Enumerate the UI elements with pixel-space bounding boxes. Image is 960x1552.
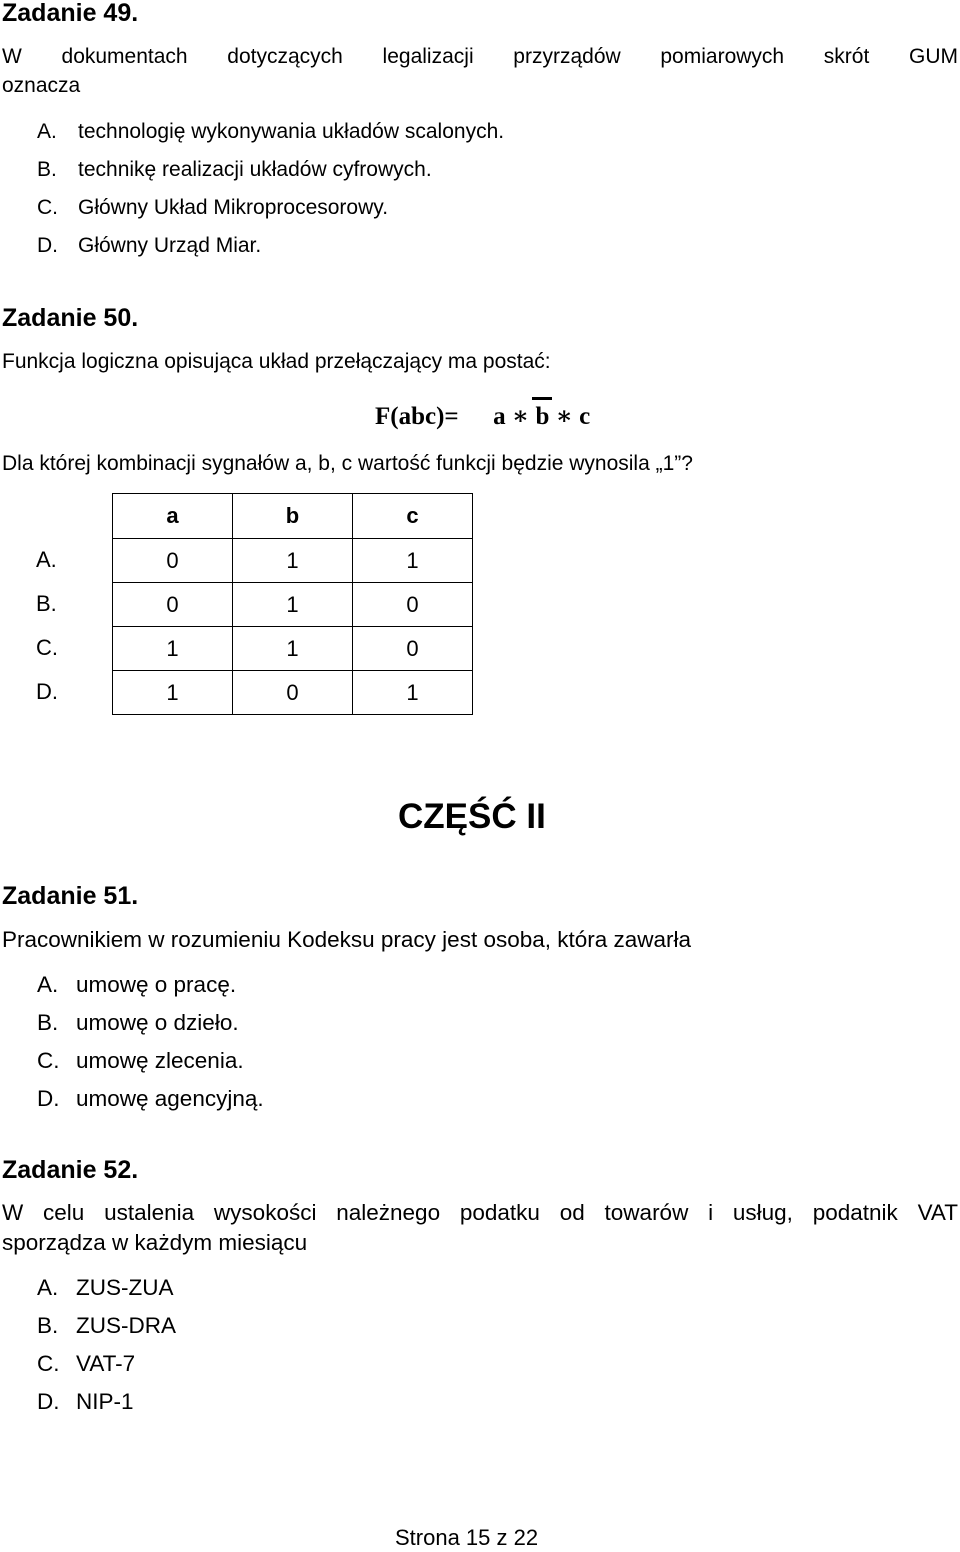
option-letter: A.	[37, 1275, 59, 1300]
table-row	[113, 671, 473, 715]
negation-bar	[532, 397, 552, 400]
table-row-label-a[interactable]: A.	[36, 547, 57, 572]
table-cell: 0	[113, 539, 233, 583]
table-cell: 0	[353, 627, 473, 671]
q51-option-b[interactable]	[37, 1008, 239, 1038]
table-row	[113, 627, 473, 671]
q52-option-b[interactable]	[37, 1311, 176, 1341]
option-text: ZUS-ZUA	[76, 1275, 174, 1300]
q50-title: Zadanie 50.	[2, 304, 139, 332]
part-title: CZĘŚĆ II	[398, 797, 546, 836]
table-cell: 1	[113, 627, 233, 671]
table-header-cell: c	[353, 494, 473, 539]
table-cell: 1	[353, 671, 473, 715]
option-letter: C.	[37, 1048, 60, 1073]
formula-b: b	[535, 403, 550, 430]
option-text: technikę realizacji układów cyfrowych.	[78, 158, 432, 181]
option-letter: D.	[37, 1086, 60, 1111]
q49-option-b[interactable]	[37, 155, 432, 184]
formula-a: a	[493, 403, 506, 430]
option-letter: A.	[37, 972, 59, 997]
option-letter: B.	[37, 1010, 59, 1035]
q51-title: Zadanie 51.	[2, 882, 139, 910]
option-letter: C.	[37, 1351, 60, 1376]
q49-option-c[interactable]	[37, 193, 389, 222]
option-text: NIP-1	[76, 1389, 134, 1414]
option-text: Główny Układ Mikroprocesorowy.	[78, 196, 389, 219]
formula-lhs: F(abc)=	[375, 403, 459, 430]
formula-c: c	[579, 403, 591, 430]
option-letter: B.	[37, 158, 57, 181]
q52-text-line1: W celu ustalenia wysokości należnego podatku od towarów i usług, podatnik VAT	[2, 1200, 958, 1225]
q49-option-a[interactable]	[37, 117, 505, 146]
q52-text-line2: sporządza w każdym miesiącu	[2, 1230, 308, 1255]
table-cell: 1	[353, 539, 473, 583]
option-letter: D.	[37, 234, 58, 257]
table-cell: 1	[233, 539, 353, 583]
option-text: umowę zlecenia.	[76, 1048, 244, 1073]
table-cell: 1	[233, 627, 353, 671]
logic-formula	[375, 400, 590, 434]
table-row	[113, 539, 473, 583]
q52-option-a[interactable]	[37, 1273, 174, 1303]
table-header-row	[113, 494, 473, 539]
page-number-footer: Strona 15 z 22	[395, 1525, 539, 1550]
option-text: ZUS-DRA	[76, 1313, 176, 1338]
option-letter: B.	[37, 1313, 59, 1338]
table-row-label-b[interactable]: B.	[36, 591, 57, 616]
q52-option-c[interactable]	[37, 1349, 136, 1379]
table-cell: 0	[233, 671, 353, 715]
table-header-cell: b	[233, 494, 353, 539]
q52-text	[2, 1198, 958, 1258]
q51-option-a[interactable]	[37, 970, 237, 1000]
q50-text: Funkcja logiczna opisująca układ przełączający ma postać:	[2, 350, 551, 373]
truth-table	[112, 493, 473, 715]
q52-option-d[interactable]	[37, 1387, 134, 1417]
table-cell: 1	[113, 671, 233, 715]
table-row-label-d[interactable]: D.	[36, 679, 58, 704]
table-cell: 0	[353, 583, 473, 627]
option-text: umowę agencyjną.	[76, 1086, 264, 1111]
table-cell: 0	[113, 583, 233, 627]
option-text: umowę o pracę.	[76, 972, 237, 997]
table-header-cell: a	[113, 494, 233, 539]
q51-text: Pracownikiem w rozumieniu Kodeksu pracy jest osoba, która zawarła	[2, 927, 692, 952]
formula-op2: ∗	[555, 403, 573, 430]
q51-option-d[interactable]	[37, 1084, 264, 1114]
q50-question: Dla której kombinacji sygnałów a, b, c wartość funkcji będzie wynosila „1”?	[2, 452, 693, 475]
option-text: Główny Urząd Miar.	[78, 234, 262, 257]
table-row-label-c[interactable]: C.	[36, 635, 58, 660]
formula-op1: ∗	[511, 403, 530, 430]
table-row	[113, 583, 473, 627]
option-text: umowę o dzieło.	[76, 1010, 239, 1035]
option-text: VAT-7	[76, 1351, 136, 1376]
q52-title: Zadanie 52.	[2, 1156, 139, 1184]
q49-text	[2, 42, 958, 100]
q49-text-line1: W dokumentach dotyczących legalizacji przyrządów pomiarowych skrót GUM	[2, 45, 958, 68]
q49-option-d[interactable]	[37, 231, 262, 260]
formula-b-negated	[535, 400, 549, 434]
table-cell: 1	[233, 583, 353, 627]
option-letter: D.	[37, 1389, 60, 1414]
q49-text-line2: oznacza	[2, 74, 81, 97]
q51-option-c[interactable]	[37, 1046, 244, 1076]
option-text: technologię wykonywania układów scalonych.	[78, 120, 505, 143]
option-letter: C.	[37, 196, 58, 219]
q49-title: Zadanie 49.	[2, 0, 139, 27]
option-letter: A.	[37, 120, 57, 143]
